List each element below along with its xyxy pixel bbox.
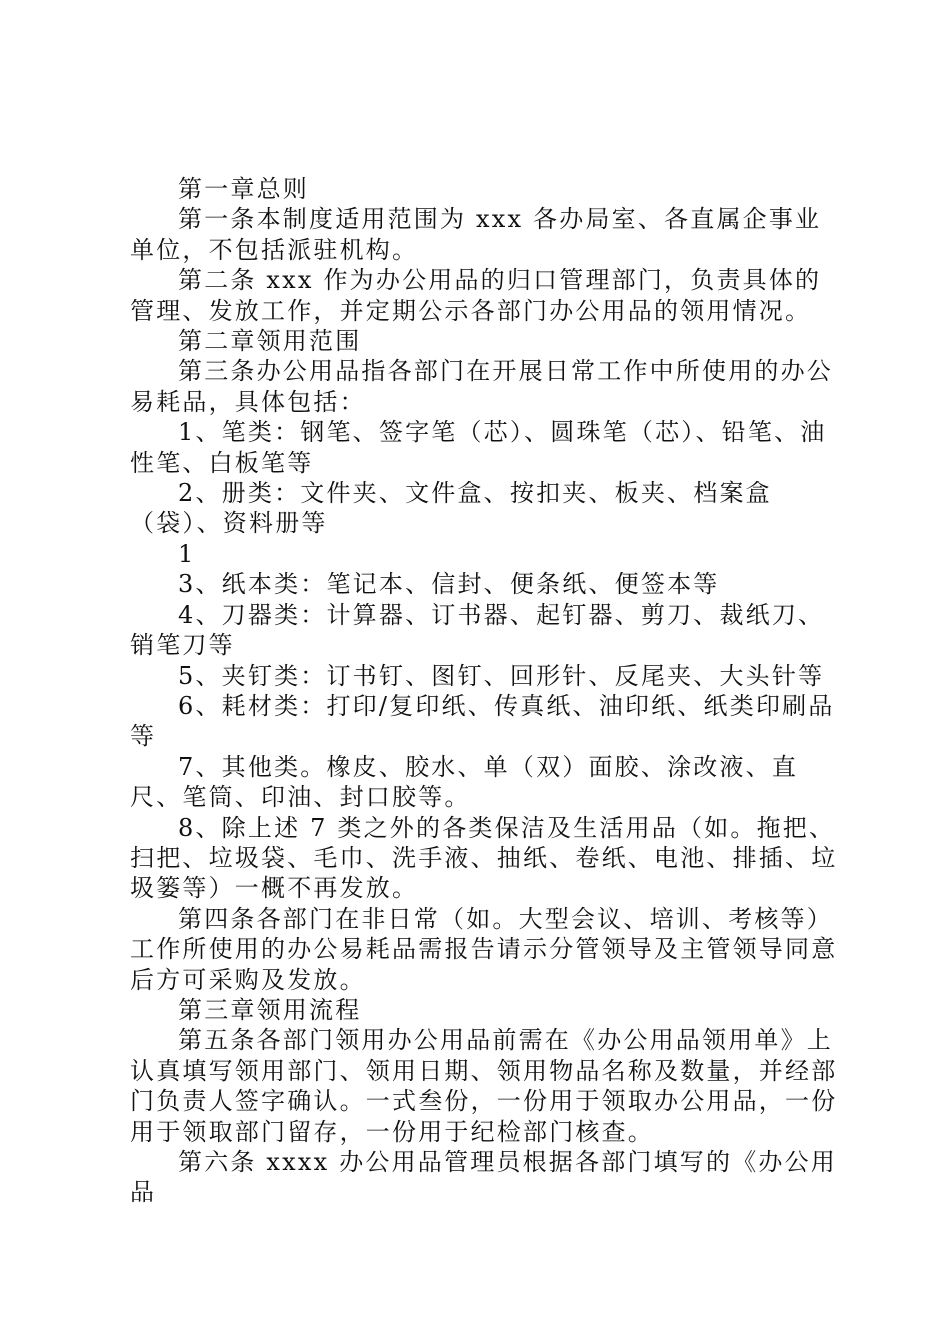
article-paragraph: 第四条各部门在非日常（如。大型会议、培训、考核等）工作所使用的办公易耗品需报告请示分管领导及主管领导同意后方可采购及发放。 [130,904,838,994]
list-item: 5、夹钉类：订书钉、图钉、回形针、反尾夹、大头针等 [178,661,825,690]
chapter-heading: 第二章领用范围 [178,327,362,356]
list-item: 2、册类：文件夹、文件盒、按扣夹、板夹、档案盒（袋）、资料册等 [130,479,772,538]
list-item: 6、耗材类：打印/复印纸、传真纸、油印纸、纸类印刷品等 [130,691,835,751]
article-paragraph: 第六条 xxxx 办公用品管理员根据各部门填写的《办公用品 [130,1148,837,1207]
list-item: 4、刀器类：计算器、订书器、起钉器、剪刀、裁纸刀、销笔刀等 [130,600,825,660]
article-paragraph: 第三条办公用品指各部门在开展日常工作中所使用的办公易耗品，具体包括： [130,357,833,416]
document-body [130,174,840,1208]
article-paragraph: 第五条各部门领用办公用品前需在《办公用品领用单》上认真填写领用部门、领用日期、领用物品名称及数量，并经部门负责人签字确认。一式叁份，一份用于领取办公用品，一份用于领取部门留存，一份用于纪检部门核查。 [130,1026,838,1146]
article-paragraph: 第二条 xxx 作为办公用品的归口管理部门，负责具体的管理、发放工作，并定期公示各部门办公用品的领用情况。 [130,266,822,325]
list-item: 1、笔类：钢笔、签字笔（芯）、圆珠笔（芯）、铅笔、油性笔、白板笔等 [130,418,827,477]
article-paragraph: 第一条本制度适用范围为 xxx 各办局室、各直属企事业单位，不包括派驻机构。 [130,205,822,264]
list-item: 3、纸本类：笔记本、信封、便条纸、便签本等 [178,570,720,599]
page-number: 1 [178,539,196,568]
list-item: 8、除上述 7 类之外的各类保洁及生活用品（如。拖把、扫把、垃圾袋、毛巾、洗手液、抽纸、卷纸、电池、排插、垃圾篓等）一概不再发放。 [130,813,838,903]
list-item: 7、其他类。橡皮、胶水、单（双）面胶、涂改液、直尺、笔筒、印油、封口胶等。 [130,752,799,812]
chapter-heading: 第三章领用流程 [178,995,362,1024]
chapter-heading: 第一章总则 [178,175,309,203]
